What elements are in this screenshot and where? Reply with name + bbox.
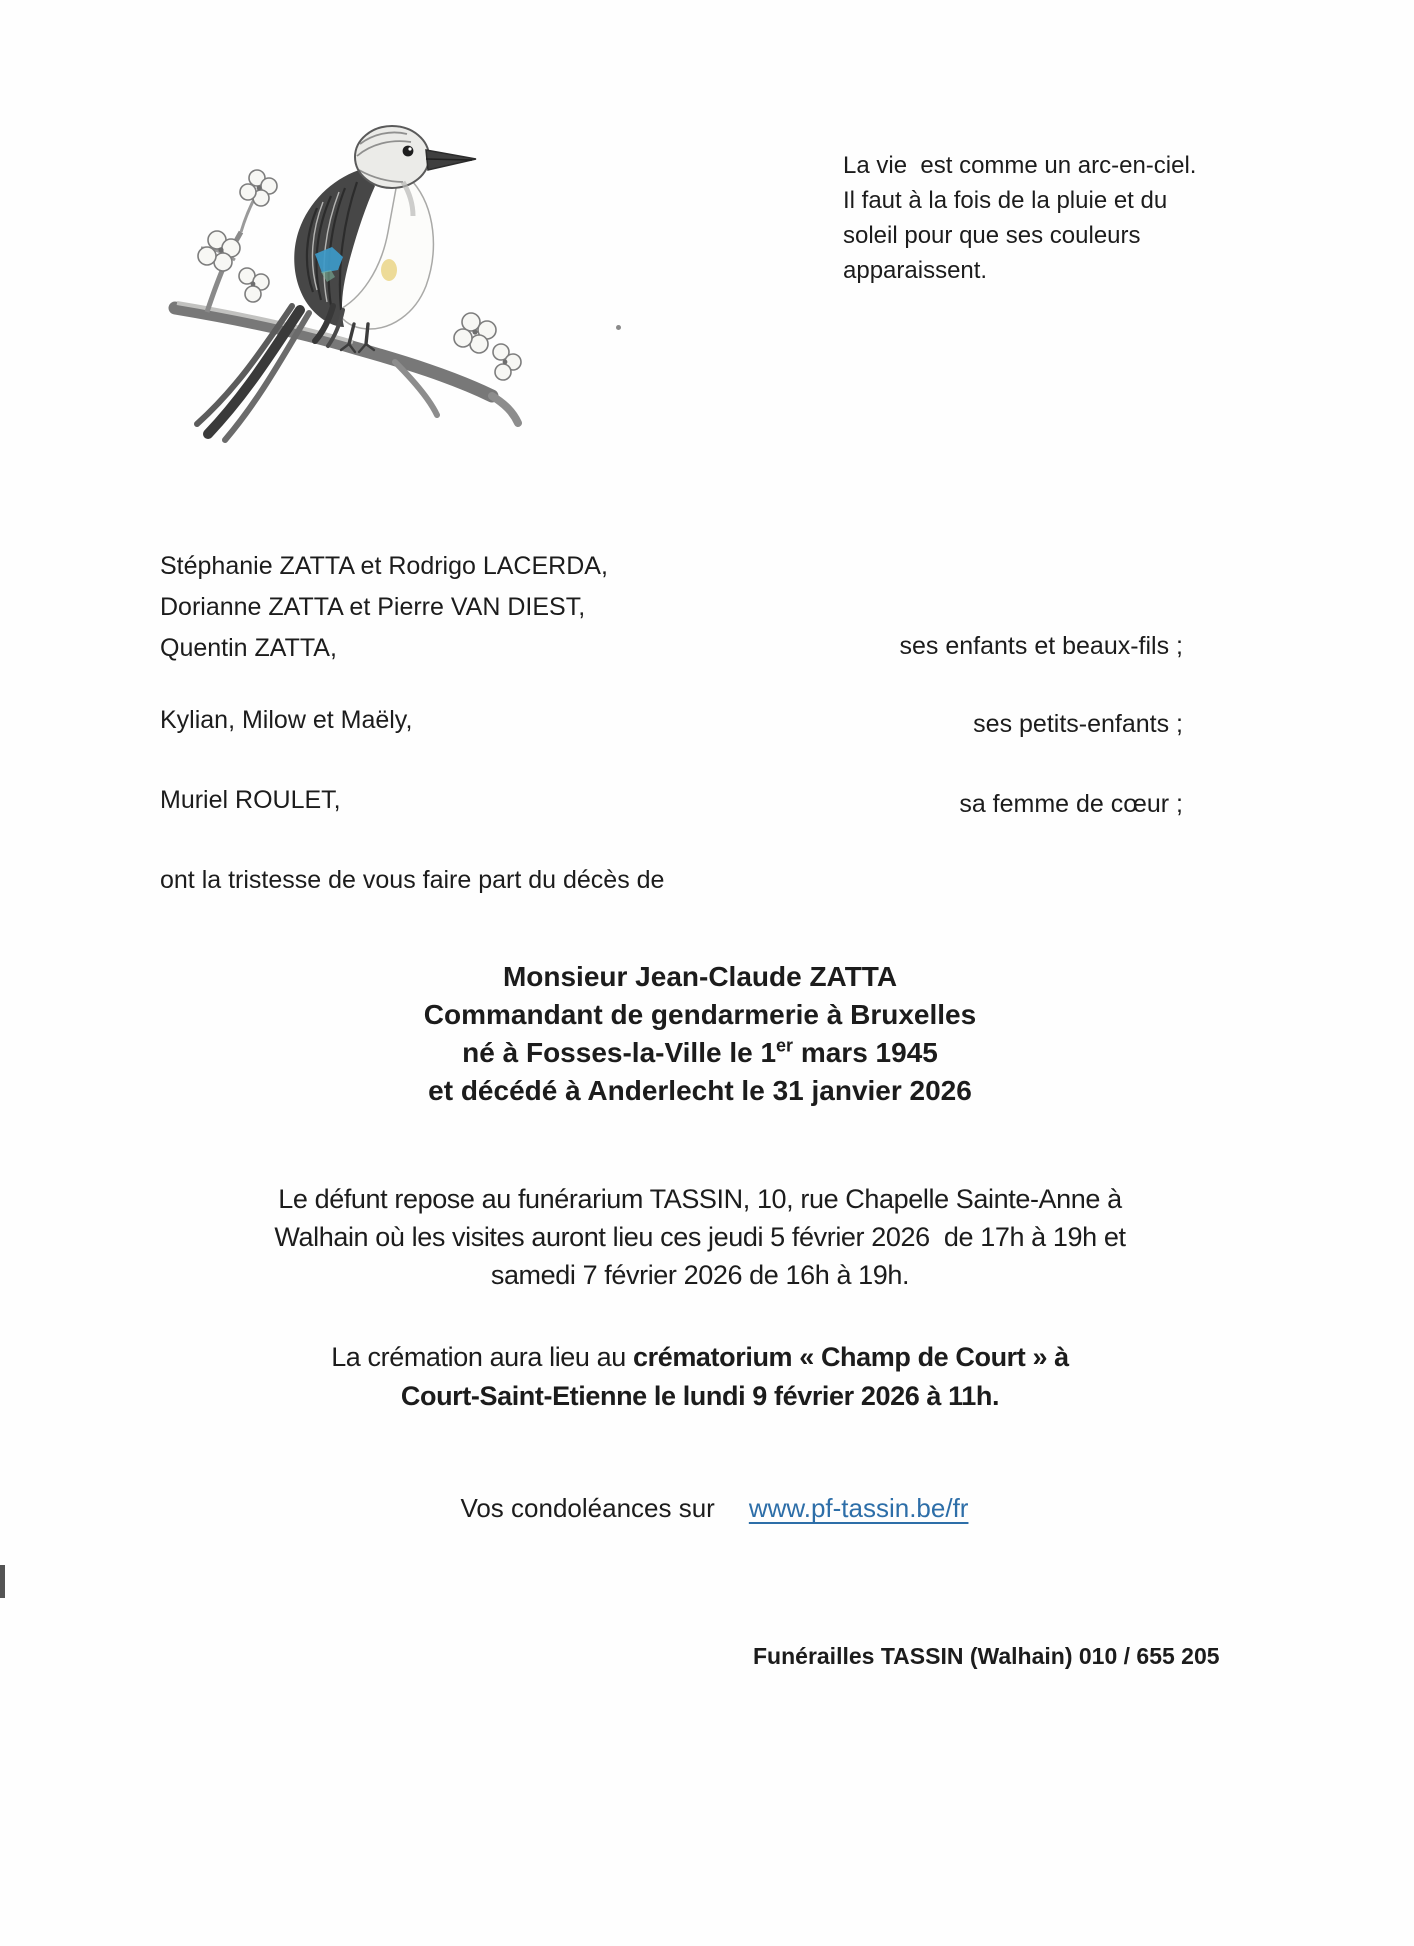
deceased-name: Monsieur Jean-Claude ZATTA	[502, 961, 898, 992]
cremation-line: Court-Saint-Etienne le lundi 9 février 2026 à 11h.	[400, 1381, 1000, 1411]
cremation-block	[0, 1338, 1400, 1416]
bird-sketch-image	[145, 90, 545, 462]
child-name-line: Quentin ZATTA,	[160, 634, 337, 662]
scan-speck	[616, 325, 621, 330]
death-line: et décédé à Anderlecht le 31 janvier 2026	[428, 1075, 972, 1106]
quote-line: La vie est comme un arc-en-ciel.	[843, 152, 1197, 179]
partner-relation-label: sa femme de cœur ;	[959, 790, 1183, 818]
bird-on-branch-icon	[145, 90, 545, 462]
cremation-line-regular: La crémation aura lieu au	[331, 1342, 633, 1372]
children-relation-label: ses enfants et beaux-fils ;	[899, 632, 1183, 660]
birth-line	[0, 1034, 1400, 1072]
birth-line-prefix: né à Fosses-la-Ville le 1	[462, 1037, 777, 1068]
quote-block	[843, 148, 1223, 288]
funeral-home-footer: Funérailles TASSIN (Walhain) 010 / 655 205	[753, 1643, 1220, 1669]
scan-edge-artifact	[0, 1565, 5, 1598]
deceased-title: Commandant de gendarmerie à Bruxelles	[423, 999, 977, 1030]
grandchildren-relation-label: ses petits-enfants ;	[973, 710, 1183, 738]
birth-ordinal-sup: er	[776, 1035, 794, 1056]
birth-line-suffix: mars 1945	[793, 1037, 938, 1068]
condolences-label: Vos condoléances sur	[460, 1493, 715, 1523]
visitation-line: Walhain où les visites auront lieu ces jeudi 5 février 2026 de 17h à 19h et	[274, 1222, 1126, 1252]
quote-line: soleil pour que ses couleurs	[843, 222, 1141, 249]
condolences-line	[0, 1462, 1400, 1555]
condolences-link[interactable]: www.pf-tassin.be/fr	[748, 1493, 969, 1523]
announcement-intro: ont la tristesse de vous faire part du décès de	[160, 866, 665, 894]
visitation-line: samedi 7 février 2026 de 16h à 19h.	[490, 1260, 910, 1290]
visitation-line: Le défunt repose au funérarium TASSIN, 10, rue Chapelle Sainte-Anne à	[278, 1184, 1122, 1214]
partner-name: Muriel ROULET,	[160, 786, 341, 814]
cremation-line-bold: crématorium « Champ de Court » à	[632, 1342, 1069, 1372]
quote-line: apparaissent.	[843, 257, 988, 284]
cremation-line	[0, 1338, 1400, 1377]
deceased-block	[0, 958, 1400, 1110]
child-name-line: Dorianne ZATTA et Pierre VAN DIEST,	[160, 593, 586, 621]
grandchildren-names: Kylian, Milow et Maëly,	[160, 706, 413, 734]
children-names	[160, 546, 608, 669]
child-name-line: Stéphanie ZATTA et Rodrigo LACERDA,	[160, 552, 608, 580]
quote-line: Il faut à la fois de la pluie et du	[843, 187, 1168, 214]
visitation-block	[0, 1180, 1400, 1294]
